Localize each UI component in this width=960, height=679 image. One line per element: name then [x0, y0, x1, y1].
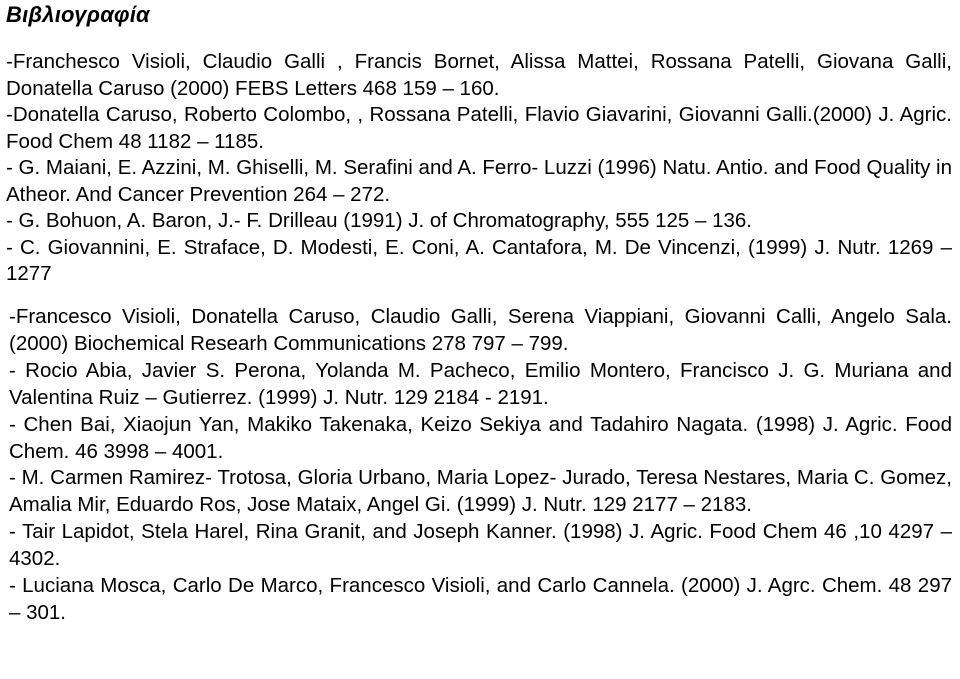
reference-list-lower — [6, 304, 952, 627]
reference-item: - M. Carmen Ramirez- Trotosa, Gloria Urbano, Maria Lopez- Jurado, Teresa Nestares, Maria C. Gomez, Amalia Mir, Eduardo Ros, Jose Mataix, Angel Gi. (1999) J. Nutr. 129 2177 – 2183. — [9, 466, 952, 517]
reference-item: -Donatella Caruso, Roberto Colombo, , Rossana Patelli, Flavio Giavarini, Giovanni Galli.(2000) J. Agric. Food Chem 48 1182 – 1185. — [6, 103, 952, 153]
reference-item: - Tair Lapidot, Stela Harel, Rina Granit, and Joseph Kanner. (1998) J. Agric. Food Chem 46 ,10 4297 – 4302. — [9, 520, 952, 571]
reference-list-upper — [6, 49, 952, 288]
reference-item: - Luciana Mosca, Carlo De Marco, Francesco Visioli, and Carlo Cannela. (2000) J. Agrc. Chem. 48 297 – 301. — [9, 574, 952, 624]
reference-item: - Chen Bai, Xiaojun Yan, Makiko Takenaka, Keizo Sekiya and Tadahiro Nagata. (1998) J. Agric. Food Chem. 46 3998 – 4001. — [9, 412, 952, 463]
reference-item: -Franchesco Visioli, Claudio Galli , Francis Bornet, Alissa Mattei, Rossana Patelli, Giovana Galli, Donatella Caruso (2000) FEBS Letters 468 159 – 160. — [6, 50, 952, 100]
reference-item: - Rocio Abia, Javier S. Perona, Yolanda M. Pacheco, Emilio Montero, Francisco J. G. Muriana and Valentina Ruiz – Gutierrez. (1999) J. Nutr. 129 2184 - 2191. — [9, 358, 952, 409]
reference-item: - G. Bohuon, A. Baron, J.- F. Drilleau (1991) J. of Chromatography, 555 125 – 136. — [6, 209, 752, 232]
reference-item: -Francesco Visioli, Donatella Caruso, Claudio Galli, Serena Viappiani, Giovanni Calli, Angelo Sala.(2000) Biochemical Researh Communications 278 797 – 799. — [9, 305, 952, 355]
page-title: Βιβλιογραφία — [6, 2, 150, 27]
reference-item: - C. Giovannini, E. Straface, D. Modesti, E. Coni, A. Cantafora, M. De Vincenzi, (1999) J. Nutr. 1269 – 1277 — [6, 235, 952, 285]
reference-item: - G. Maiani, E. Azzini, M. Ghiselli, M. Serafini and A. Ferro- Luzzi (1996) Natu. Antio. and Food Quality in Atheor. And Cancer Prevention 264 – 272. — [6, 156, 952, 206]
